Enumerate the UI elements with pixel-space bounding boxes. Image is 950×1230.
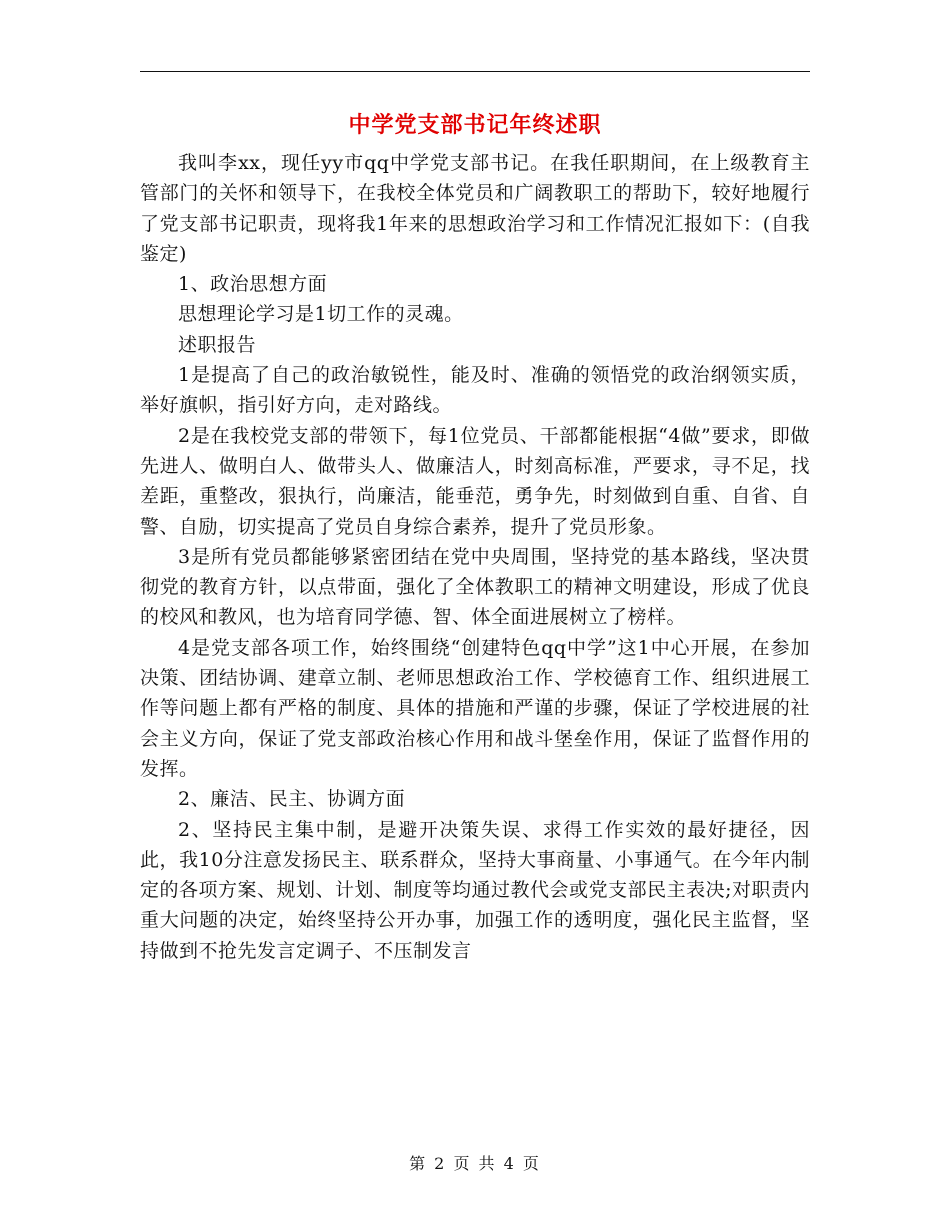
paragraph-point-3: 3是所有党员都能够紧密团结在党中央周围，坚持党的基本路线，坚决贯彻党的教育方针，以点带面，强化了全体教职工的精神文明建设，形成了优良的校风和教风，也为培育同学德、智、体全面进展树立了榜样。	[140, 545, 810, 629]
section-heading-political: 1、政治思想方面	[178, 273, 328, 296]
header-rule	[140, 71, 810, 72]
section-heading-integrity: 2、廉洁、民主、协调方面	[178, 788, 406, 811]
document-title: 中学党支部书记年终述职	[348, 112, 602, 138]
paragraph-point-2: 2是在我校党支部的带领下，每1位党员、干部都能根据“4做”要求，即做先进人、做明白人、做带头人、做廉洁人，时刻高标准，严要求，寻不足，找差距，重整改，狠执行，尚廉洁，能垂范，勇争先，时刻做到自重、自省、自警、自励，切实提高了党员自身综合素养，提升了党员形象。	[140, 424, 810, 538]
page-footer: 第 2 页 共 4 页	[409, 1154, 541, 1173]
paragraph-democracy: 2、坚持民主集中制，是避开决策失误、求得工作实效的最好捷径，因此，我10分注意发扬民主、联系群众，坚持大事商量、小事通气。在今年内制定的各项方案、规划、计划、制度等均通过教代会或党支部民主表决;对职责内重大问题的决定，始终坚持公开办事，加强工作的透明度，强化民主监督，坚持做到不抢先发言定调子、不压制发言	[140, 818, 810, 962]
paragraph-theory: 思想理论学习是1切工作的灵魂。	[178, 303, 464, 326]
paragraph-report-label: 述职报告	[178, 333, 257, 356]
paragraph-intro: 我叫李xx，现任yy市qq中学党支部书记。在我任职期间，在上级教育主管部门的关怀和领导下，在我校全体党员和广阔教职工的帮助下，较好地履行了党支部书记职责，现将我1年来的思想政治学习和工作情况汇报如下：(自我鉴定)	[140, 152, 810, 265]
document-body	[140, 148, 810, 966]
paragraph-point-4: 4是党支部各项工作，始终围绕“创建特色qq中学”这1中心开展，在参加决策、团结协调、建章立制、老师思想政治工作、学校德育工作、组织进展工作等问题上都有严格的制度、具体的措施和严谨的步骤，保证了学校进展的社会主义方向，保证了党支部政治核心作用和战斗堡垒作用，保证了监督作用的发挥。	[140, 636, 810, 780]
paragraph-point-1: 1是提高了自己的政治敏锐性，能及时、准确的领悟党的政治纲领实质，举好旗帜，指引好方向，走对路线。	[140, 364, 810, 417]
